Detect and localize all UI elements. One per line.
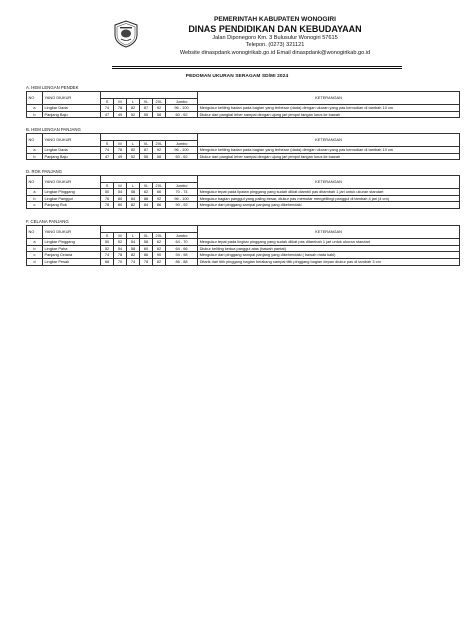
table-cell: 78 — [140, 258, 153, 265]
table-cell: YANG DIUKUR — [43, 134, 101, 147]
table-cell: M — [114, 140, 127, 147]
table-cell: 58 — [153, 111, 166, 118]
table-cell: a — [27, 239, 43, 246]
table-cell: 2XL — [153, 182, 166, 189]
table-cell: 87 — [140, 147, 153, 154]
table-cell: 74 — [127, 258, 140, 265]
table-row — [27, 147, 460, 154]
size-table — [26, 175, 460, 209]
section-title: A. HEM LENGAN PENDEK — [26, 85, 79, 90]
table-cell: 52 — [114, 239, 127, 246]
table-cell: b — [27, 195, 43, 202]
table-row — [27, 111, 460, 118]
table-cell — [101, 176, 198, 183]
table-cell: NO — [27, 226, 43, 239]
table-cell: XL — [140, 140, 153, 147]
table-row — [27, 252, 460, 259]
table-cell: Mengukur tepat pada lingkar pinggang yang sudah diikat pas ditambah 1 jari untuk ukuran standart — [198, 239, 460, 246]
table-header-row — [27, 134, 460, 141]
table-header-row — [27, 226, 460, 233]
table-cell: Lingkar Dada — [43, 147, 101, 154]
table-cell: Jumbo — [166, 98, 198, 105]
agency-address: Jalan Diponegoro Km. 3 Bulusulur Wonogiri 57615 — [212, 35, 338, 41]
table-cell: Jumbo — [166, 232, 198, 239]
table-cell: 70 - 74 — [166, 189, 198, 196]
table-cell: 92 — [153, 147, 166, 154]
table-cell: 62 — [153, 239, 166, 246]
table-cell: 47 — [101, 153, 114, 160]
table-cell: d — [27, 258, 43, 265]
letterhead-rule-thin — [112, 68, 402, 69]
table-cell: M — [114, 182, 127, 189]
table-cell: Lingkar Pesak — [43, 258, 101, 265]
table-cell: 62 — [153, 245, 166, 252]
letterhead — [150, 16, 400, 57]
table-cell: XL — [140, 232, 153, 239]
table-row — [27, 202, 460, 209]
table-cell: 90 — [153, 252, 166, 259]
table-cell: c — [27, 202, 43, 209]
section-2 — [26, 126, 460, 160]
table-cell: Mengukur keliling badan pada bagian yang terbesar (dada) dengan ukuran yang pas kemudian di tambah 10 cm — [198, 147, 460, 154]
table-cell: 2XL — [153, 140, 166, 147]
table-cell: Mengukur dari pinggang sampai panjang yang dikehendaki ( bawah mata kaki) — [198, 252, 460, 259]
size-table — [26, 91, 460, 118]
table-row — [27, 195, 460, 202]
table-cell: S — [101, 232, 114, 239]
table-cell: 60 - 62 — [166, 111, 198, 118]
table-header-row — [27, 176, 460, 183]
table-cell: KETERANGAN — [198, 176, 460, 189]
table-cell: 78 — [114, 252, 127, 259]
table-cell: 60 - 62 — [166, 153, 198, 160]
table-cell: Mengukur tepat pada lipatan pinggang yang sudah diikat diambil pas ditambah 1 jari untuk ukuran standart — [198, 189, 460, 196]
government-name: PEMERINTAH KABUPATEN WONOGIRI — [214, 16, 336, 23]
table-cell: 64 - 70 — [166, 239, 198, 246]
table-cell: 68 — [101, 258, 114, 265]
table-cell: M — [114, 98, 127, 105]
section-4 — [26, 218, 460, 266]
table-cell: L — [127, 232, 140, 239]
table-cell: 62 — [140, 189, 153, 196]
table-cell: a — [27, 105, 43, 112]
table-cell: Mengukur bagian panggul yang paling besar, diukur pas memutar mengelilingi panggul di tambah 4 jari (4 cm) — [198, 195, 460, 202]
table-cell: 60 — [140, 245, 153, 252]
table-cell: 52 — [127, 153, 140, 160]
table-cell: 2XL — [153, 98, 166, 105]
table-cell: YANG DIUKUR — [43, 176, 101, 189]
table-row — [27, 239, 460, 246]
table-cell: Panjang Baju — [43, 153, 101, 160]
table-cell: L — [127, 182, 140, 189]
table-cell: Diukur dari pangkal leher sampai dengan ujung jari jempol tangan lurus ke bawah — [198, 111, 460, 118]
table-cell: KETERANGAN — [198, 226, 460, 239]
table-cell: Jumbo — [166, 182, 198, 189]
table-cell: 86 - 88 — [166, 258, 198, 265]
table-cell: 50 — [101, 189, 114, 196]
table-row — [27, 105, 460, 112]
table-cell: L — [127, 140, 140, 147]
table-cell: 86 — [140, 252, 153, 259]
agency-phone: Telepon. (0273) 321121 — [245, 42, 305, 49]
table-cell: 49 — [114, 153, 127, 160]
table-cell: 54 — [114, 245, 127, 252]
table-cell: Mengukur dari pinggang sampai panjang yang dikehendaki — [198, 202, 460, 209]
table-cell: 82 — [127, 202, 140, 209]
table-cell: YANG DIUKUR — [43, 226, 101, 239]
table-cell: 52 — [101, 245, 114, 252]
table-cell: b — [27, 111, 43, 118]
table-cell: c — [27, 252, 43, 259]
table-cell: Lingkar Pinggang — [43, 239, 101, 246]
table-cell: 55 — [140, 111, 153, 118]
table-cell: a — [27, 189, 43, 196]
table-cell: M — [114, 232, 127, 239]
table-cell: 52 — [127, 111, 140, 118]
table-cell: 74 — [101, 252, 114, 259]
table-cell: Panjang Baju — [43, 111, 101, 118]
table-cell: 47 — [101, 111, 114, 118]
letterhead-rule — [112, 66, 402, 67]
table-cell — [101, 92, 198, 99]
table-cell: Lingkar Panggul — [43, 195, 101, 202]
agency-name: DINAS PENDIDIKAN DAN KEBUDAYAAN — [188, 24, 362, 34]
table-cell: KETERANGAN — [198, 92, 460, 105]
table-cell: 76 — [101, 195, 114, 202]
table-cell: XL — [140, 98, 153, 105]
table-cell: XL — [140, 182, 153, 189]
table-cell: Diukur dari pangkal leher sampai dengan ujung jari jempol tangan lurus ke bawah — [198, 153, 460, 160]
table-cell: 87 — [140, 105, 153, 112]
table-cell: Jumbo — [166, 140, 198, 147]
table-cell: b — [27, 153, 43, 160]
table-cell: NO — [27, 176, 43, 189]
table-cell: L — [127, 98, 140, 105]
table-cell: 82 — [127, 252, 140, 259]
table-cell: 74 — [101, 147, 114, 154]
table-cell — [101, 226, 198, 233]
table-row — [27, 189, 460, 196]
table-cell: Ditarik dari titik pinggang bagian belakang sampai titik pinggang bagian depan diukur pas di tambah 3 cm — [198, 258, 460, 265]
table-cell — [101, 134, 198, 141]
table-cell: NO — [27, 92, 43, 105]
table-cell: 86 — [153, 202, 166, 209]
table-cell: 96 - 100 — [166, 147, 198, 154]
table-cell: Diukur keliling kedua panggul atas (bawah pantat) — [198, 245, 460, 252]
table-cell: 78 — [101, 202, 114, 209]
table-cell: 58 — [140, 239, 153, 246]
section-title: B. HEM LENGAN PANJANG — [26, 127, 81, 132]
table-cell: 80 — [114, 195, 127, 202]
table-cell: 92 — [153, 105, 166, 112]
table-cell: 54 — [127, 239, 140, 246]
table-cell: KETERANGAN — [198, 134, 460, 147]
table-row — [27, 153, 460, 160]
table-cell: Mengukur keliling badan pada bagian yang terbesar (dada) dengan ukuran yang pas kemudian di tambah 10 cm — [198, 105, 460, 112]
table-cell: NO — [27, 134, 43, 147]
table-cell: 94 - 98 — [166, 252, 198, 259]
table-cell: YANG DIUKUR — [43, 92, 101, 105]
table-cell: 58 — [153, 153, 166, 160]
section-title: D. ROK PANJANG — [26, 169, 62, 174]
document-title: PEDOMAN UKURAN SERAGAM SD/MI 2024 — [185, 74, 289, 79]
table-cell: Panjang Celana — [43, 252, 101, 259]
section-1 — [26, 84, 460, 118]
table-cell: 2XL — [153, 232, 166, 239]
table-row — [27, 258, 460, 265]
table-cell: Panjang Rok — [43, 202, 101, 209]
table-cell: Lingkar Pinggang — [43, 189, 101, 196]
table-cell: S — [101, 98, 114, 105]
regency-emblem-icon — [112, 20, 140, 48]
table-cell: Lingkar Dada — [43, 105, 101, 112]
table-cell: 84 — [127, 195, 140, 202]
agency-contact: Website dinaspdank.wonogirikab.go.id Email dinaspdank@wonogirikab.go.id — [179, 49, 371, 56]
table-cell: 96 - 100 — [166, 105, 198, 112]
table-cell: b — [27, 245, 43, 252]
table-cell: 50 — [101, 239, 114, 246]
table-cell: 49 — [114, 111, 127, 118]
table-cell: 82 — [153, 258, 166, 265]
table-cell: 92 — [153, 195, 166, 202]
table-cell: 70 — [114, 258, 127, 265]
table-cell: 55 — [140, 153, 153, 160]
table-row — [27, 245, 460, 252]
table-cell: Lingkar Paha — [43, 245, 101, 252]
table-cell: S — [101, 182, 114, 189]
table-cell: 54 — [114, 189, 127, 196]
table-cell: 66 — [153, 189, 166, 196]
table-cell: 82 — [127, 105, 140, 112]
size-table — [26, 225, 460, 266]
table-cell: 64 - 66 — [166, 245, 198, 252]
table-cell: S — [101, 140, 114, 147]
table-cell: 90 - 92 — [166, 202, 198, 209]
table-cell: 82 — [127, 147, 140, 154]
table-cell: 78 — [114, 147, 127, 154]
size-table — [26, 133, 460, 160]
section-3 — [26, 168, 460, 209]
table-cell: 58 — [127, 245, 140, 252]
table-cell: 88 — [140, 195, 153, 202]
section-title: F. CELANA PANJANG — [26, 219, 69, 224]
table-cell: 80 — [114, 202, 127, 209]
table-header-row — [27, 92, 460, 99]
table-cell: 58 — [127, 189, 140, 196]
table-cell: 78 — [114, 105, 127, 112]
table-cell: a — [27, 147, 43, 154]
table-cell: 96 - 100 — [166, 195, 198, 202]
table-cell: 74 — [101, 105, 114, 112]
table-cell: 84 — [140, 202, 153, 209]
